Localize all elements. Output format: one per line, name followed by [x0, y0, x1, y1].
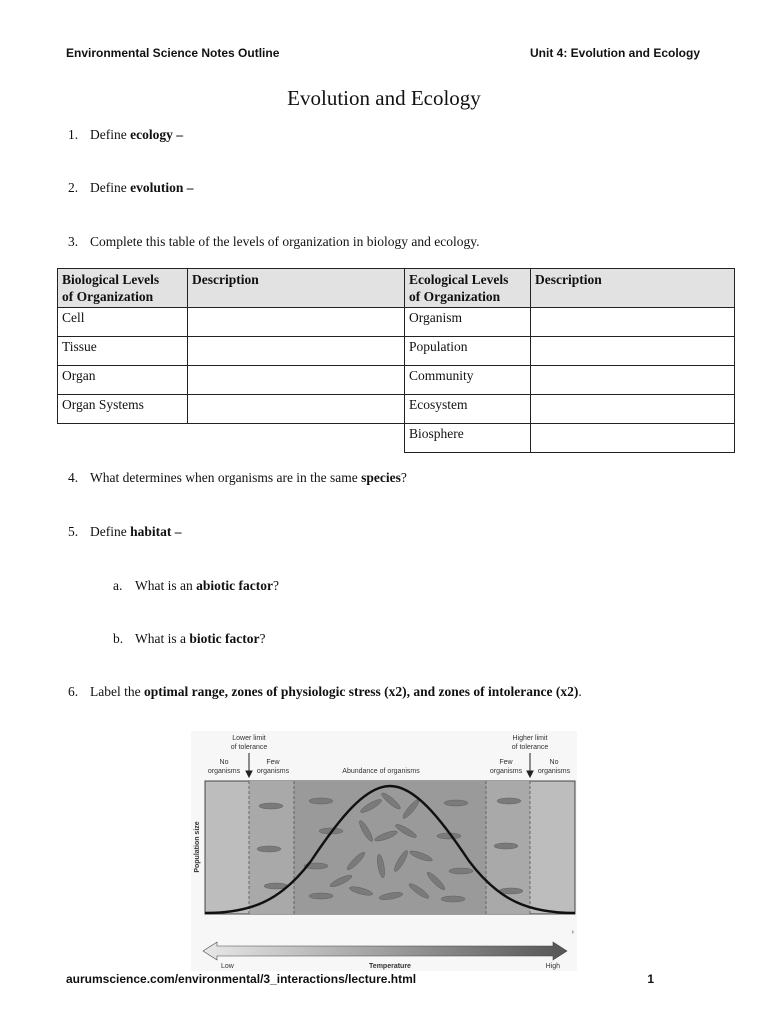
eco-cell: Ecosystem [405, 395, 531, 424]
question-5a: a. What is an abiotic factor? [113, 578, 279, 593]
fish-icon [309, 798, 333, 804]
table-row [58, 337, 735, 366]
higher-limit-label-1: Higher limit [512, 735, 548, 742]
page-number: 1 [647, 972, 654, 986]
footer-url: aurumscience.com/environmental/3_interactions/lecture.html [66, 972, 417, 986]
higher-limit-label-2: of tolerance [511, 744, 549, 751]
table-header-row [58, 269, 735, 308]
question-5: 5. Define habitat – [68, 524, 182, 539]
high-label: High [545, 963, 560, 970]
y-axis-label: Population size [194, 821, 201, 873]
question-1: 1. Define ecology – [68, 127, 183, 142]
answer-cell [531, 424, 735, 453]
levels-table [57, 268, 735, 453]
header-right: Unit 4: Evolution and Ecology [529, 46, 700, 60]
fish-icon [257, 846, 281, 852]
eco-cell: Population [405, 337, 531, 366]
answer-cell [531, 395, 735, 424]
header-description: Description [531, 269, 735, 308]
question-6: 6. Label the optimal range, zones of physiologic stress (x2), and zones of intolerance (x2). [68, 684, 582, 699]
bio-cell: Organ [58, 366, 188, 395]
fish-icon [497, 798, 521, 804]
table-row [58, 366, 735, 395]
question-3: 3. Complete this table of the levels of organization in biology and ecology. [68, 234, 480, 249]
answer-cell [531, 337, 735, 366]
header-bio-levels: Biological Levels of Organization [58, 269, 188, 308]
eco-cell: Organism [405, 308, 531, 337]
page-title: Evolution and Ecology [287, 86, 481, 110]
header-left: Environmental Science Notes Outline [66, 46, 280, 60]
answer-cell [188, 308, 405, 337]
tolerance-figure [191, 731, 577, 971]
header-description: Description [188, 269, 405, 308]
temperature-label: Temperature [369, 963, 411, 970]
lower-limit-label-2: of tolerance [230, 744, 268, 751]
question-4: 4. What determines when organisms are in the same species? [68, 470, 407, 485]
no-organisms-right-1: No [549, 759, 559, 766]
stray-mark: › [571, 929, 574, 936]
abundance-label: Abundance of organisms [342, 768, 420, 775]
few-organisms-left-1: Few [266, 759, 280, 766]
table-row [58, 395, 735, 424]
answer-cell [531, 366, 735, 395]
fish-icon [259, 803, 283, 809]
few-organisms-right-2: organisms [489, 768, 523, 775]
lower-limit-label-1: Lower limit [232, 735, 266, 742]
answer-cell [188, 366, 405, 395]
bio-cell: Cell [58, 308, 188, 337]
answer-cell [531, 308, 735, 337]
header-eco-levels: Ecological Levels of Organization [405, 269, 531, 308]
answer-cell [188, 395, 405, 424]
few-organisms-right-1: Few [499, 759, 513, 766]
bio-cell: Tissue [58, 337, 188, 366]
question-2: 2. Define evolution – [68, 180, 194, 195]
eco-cell: Biosphere [405, 424, 531, 453]
empty-cell [58, 424, 405, 453]
fish-icon [309, 893, 333, 899]
low-label: Low [221, 963, 234, 970]
no-organisms-right-2: organisms [537, 768, 571, 775]
answer-cell [188, 337, 405, 366]
few-organisms-left-2: organisms [256, 768, 290, 775]
question-5b: b. What is a biotic factor? [113, 631, 266, 646]
bio-cell: Organ Systems [58, 395, 188, 424]
no-organisms-left-1: No [219, 759, 229, 766]
table-row [58, 308, 735, 337]
eco-cell: Community [405, 366, 531, 395]
fish-icon [441, 896, 465, 902]
fish-icon [494, 843, 518, 849]
fish-icon [449, 868, 473, 874]
table-row [58, 424, 735, 453]
fish-icon [444, 800, 468, 806]
no-organisms-left-2: organisms [207, 768, 241, 775]
